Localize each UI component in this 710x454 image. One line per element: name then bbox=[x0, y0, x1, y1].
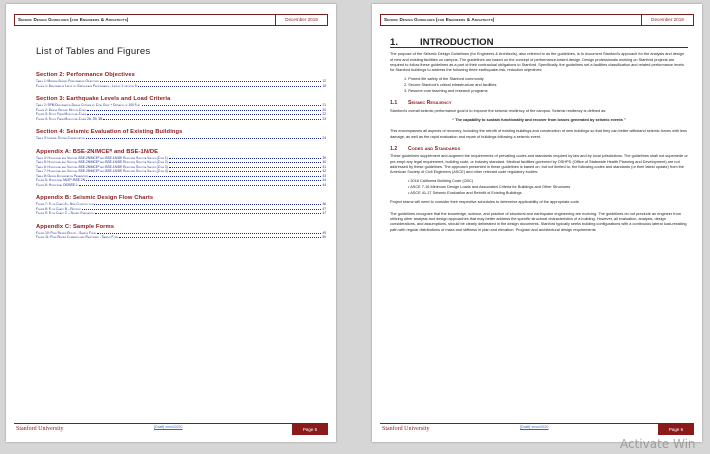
resiliency-paragraph: Stanford's overall seismic performance goal is to improve the seismic resiliency of the campus. Seismic resiliency is defined as: bbox=[390, 108, 607, 113]
toc-section-heading: Section 2: Performance Objectives bbox=[36, 72, 135, 78]
toc-entry-page: 12 bbox=[322, 79, 326, 83]
toc-leader bbox=[100, 79, 322, 82]
toc-entry-page: 46 bbox=[322, 202, 326, 206]
section-heading bbox=[390, 147, 688, 152]
toc-entry[interactable] bbox=[36, 183, 326, 188]
toc-entry-page: 24 bbox=[322, 136, 326, 140]
toc-entry-page: 47 bbox=[322, 211, 326, 215]
page-footer bbox=[380, 423, 694, 434]
toc-entry-label: Table 1: Minimum Seismic Performance Objectives bbox=[36, 79, 99, 83]
intro-paragraph: The purpose of the Seismic Design Guidelines (for Engineers & Architects), also referred to as the guidelines, is to document Stanford's approach for the analysis and design of new and existing facilities on campus. The guidelines are based on the concept of performance-based design. Design professionals working on Stanford projects are required to follow these guidelines as a part of their contractual obligations to Stanford. Specifically, the guidelines set a facilities classification and related performance levels for Stanford buildings to address the following three earthquake-risk, reduction objectives: bbox=[390, 52, 685, 73]
toc-section-heading: Appendix C: Sample Forms bbox=[36, 223, 115, 230]
toc-leader bbox=[87, 112, 321, 115]
toc-entry[interactable] bbox=[36, 211, 326, 216]
toc-leader bbox=[138, 84, 322, 87]
code-item: • 2016 California Building Code (CBC) bbox=[408, 179, 474, 184]
toc-section-heading: Appendix A: BSE-2N/MCEᴿ and BSE-1N/DE bbox=[36, 148, 159, 155]
toc-entry-page: 43 bbox=[322, 173, 326, 178]
toc-entry-label: Figure 2: Design Ground Motion Zones bbox=[36, 107, 87, 112]
toc-leader bbox=[95, 211, 322, 214]
recovery-paragraph: This encompasses all aspects of recovery, including the retrofit of existing buildings and construction of new buildings so that they can better withstand seismic forces with less damage, as well as the rapid evaluation and repair of buildings following a seismic event. bbox=[390, 129, 687, 139]
header-title: Seismic Design Guidelines (for Engineers & Architects) bbox=[384, 17, 495, 22]
code-item: • ASCE 7-16 Minimum Design Loads and Associated Criteria for Buildings and Other Structures bbox=[408, 185, 571, 190]
toc-section-heading: Section 3: Earthquake Levels and Load Criteria bbox=[36, 96, 171, 102]
objectives-list bbox=[404, 76, 688, 94]
toc-leader bbox=[89, 174, 321, 177]
page-number: Page 5 bbox=[292, 424, 328, 435]
toc-entry-label: Table 3: Lateral System Classification bbox=[36, 136, 85, 140]
toc-entry-page: 22 bbox=[322, 112, 326, 116]
chapter-heading bbox=[390, 37, 688, 48]
toc-entry-page: 44 bbox=[322, 178, 326, 182]
toc-entry-page: 39 bbox=[322, 155, 326, 160]
toc-entry-label: Figure 3: Stock Farm Monocline Zones bbox=[36, 112, 87, 116]
toc-entry-page: 41 bbox=[322, 164, 326, 169]
toc-entry-label: Figure 4: Stock Farm Monocline Zones 2A, 2B, 3B bbox=[36, 116, 103, 121]
toc-entry-label: Figure 1: Deformation Limits vs. Earthquake Performance - Levels 1 through 5 bbox=[36, 83, 137, 88]
toc-title: List of Tables and Figures bbox=[36, 46, 151, 57]
toc-entry-page: 40 bbox=[322, 160, 326, 164]
page-footer bbox=[14, 423, 328, 434]
toc-leader bbox=[86, 136, 322, 139]
toc-entry[interactable] bbox=[36, 84, 326, 89]
page-header bbox=[380, 14, 694, 26]
toc-entry-label: Table 7: Horizontal and Vertical BSE-2N/MCEᴿ and BSE-1N/DE Response Spectra Values (Zone 4) bbox=[36, 169, 168, 173]
guidelines-paragraph: The guidelines recognize that the knowledge, science, and practice of structural and earthquake engineering are evolving. The guidelines do not preclude an engineer from utilizing other analysis and design approaches that may better address the specific structural characteristics of a building. However, all evaluation, analysis, design considerations, and assumptions, should be clearly delineated in the design documents. Stanford typically seeks building configurations with a continuous lateral load-resisting path with regular distributions of mass and stiffness in plan and elevation. Program and architectural design requirements bbox=[390, 211, 687, 232]
footer-org: Stanford University bbox=[16, 426, 64, 432]
teams-paragraph: Project teams will need to consider their respective schedules to determine applicability of the appropriate code. bbox=[390, 200, 580, 205]
toc-list bbox=[36, 66, 326, 240]
toc-entry-label: Figure 8: Flow Chart B – Retrofit bbox=[36, 206, 82, 211]
header-date: December 2019 bbox=[275, 15, 327, 25]
toc-entry-page: 47 bbox=[322, 206, 326, 211]
section-heading bbox=[390, 101, 688, 106]
toc-entry-label: Figure 7: Flow Chart A – New Construction bbox=[36, 202, 94, 206]
footer-draft: [Draft] xxxx/2020 bbox=[154, 425, 183, 429]
toc-entry-label: Figure 5: Horizontal MCEᴿ /BSE-2N bbox=[36, 178, 86, 182]
section-title: Codes and Standards bbox=[408, 145, 461, 152]
codes-list bbox=[408, 178, 688, 196]
toc-entry-label: Table 2: SPM Deformation Design Criteria by Zone Over + Distance of 100 Feet bbox=[36, 103, 141, 107]
toc-entry-label: Table 5: Horizontal and Vertical BSE-2N/MCEᴿ and BSE-1N/DE Response Spectra Values (Zone 2) bbox=[36, 160, 168, 164]
toc-leader bbox=[169, 169, 322, 172]
section-title: Seismic Resiliency bbox=[408, 100, 452, 107]
toc-leader bbox=[79, 183, 322, 186]
section-number: 1.1 bbox=[390, 100, 398, 107]
resiliency-quote: “ The capability to sustain functionality and recover from losses generated by seismic events ” bbox=[452, 118, 626, 123]
toc-leader bbox=[94, 202, 321, 205]
toc-leader bbox=[86, 178, 321, 181]
footer-org: Stanford University bbox=[382, 426, 430, 432]
codes-paragraph: These guidelines supplement and augment the requirements of prevailing codes and standards required by law and by local jurisdictions. The guidelines shall not supersede or pre-empt any legal requirement, building code, or industry standard. Medical facilities governed by OSHPD (Office of Statewide Health Planning and Development) are not addressed by these guidelines. The approach presented in these guidelines is based on, but not limited to, the following codes and standards (or their latest update) from the American Society of Civil Engineers (ASCE) and other relevant code regulatory bodies: bbox=[390, 154, 688, 175]
objective-item: 3. Resume core teaching and research programs bbox=[404, 89, 488, 94]
section-number: 1.2 bbox=[390, 145, 398, 152]
toc-leader bbox=[103, 117, 321, 120]
toc-entry-page: 42 bbox=[322, 169, 326, 173]
toc-entry-label: Figure 9: Flow Chart C – Seismic Evaluation bbox=[36, 211, 94, 215]
toc-entry-label: Table 8: Design Acceleration Parameters bbox=[36, 173, 89, 178]
toc-entry-page: 44 bbox=[322, 182, 326, 187]
toc-entry-page: 20 bbox=[322, 107, 326, 112]
toc-entry-label: Figure 11: Peer Review Comments and Responses - Sample Form bbox=[36, 235, 119, 239]
toc-leader bbox=[169, 160, 322, 163]
toc-entry[interactable] bbox=[36, 235, 326, 240]
toc-leader bbox=[169, 165, 322, 168]
activation-watermark: Activate Win bbox=[620, 437, 696, 451]
toc-entry-page: 50 bbox=[322, 235, 326, 239]
objective-item: 2. Secure Stanford's critical infrastructure and facilities bbox=[404, 83, 497, 88]
toc-entry-page: 21 bbox=[322, 103, 326, 107]
page-number: Page 6 bbox=[658, 424, 694, 435]
toc-entry[interactable] bbox=[36, 117, 326, 122]
header-date: December 2019 bbox=[641, 15, 693, 25]
toc-entry-page: 49 bbox=[322, 230, 326, 235]
header-title: Seismic Design Guidelines (for Engineers & Architects) bbox=[18, 17, 129, 22]
toc-entry-label: Figure 6: Horizontal DE/BSE-1 bbox=[36, 182, 78, 187]
chapter-number: 1. bbox=[390, 37, 399, 48]
toc-leader bbox=[142, 103, 322, 106]
chapter-title: INTRODUCTION bbox=[420, 37, 494, 48]
footer-draft: [Draft] xxxx/2020 bbox=[520, 425, 549, 429]
toc-entry-label: Table 6: Horizontal and Vertical BSE-2N/MCEᴿ and BSE-1N/DE Response Spectra Values (Zone 3) bbox=[36, 164, 168, 169]
toc-entry-label: Table 4: Horizontal and Vertical BSE-2N/MCEᴿ and BSE-1N/DE Response Spectra Values (Zone 1) bbox=[36, 155, 168, 160]
toc-entry-label: Figure 10: Peer Review Report - Sample Form bbox=[36, 230, 96, 235]
toc-leader bbox=[87, 108, 321, 111]
toc-entry-page: 16 bbox=[322, 83, 326, 88]
page-header bbox=[14, 14, 328, 26]
toc-leader bbox=[169, 156, 322, 159]
toc-section-heading: Appendix B: Seismic Design Flow Charts bbox=[36, 195, 154, 201]
intro-body bbox=[390, 37, 688, 236]
toc-section-heading: Section 4: Seismic Evaluation of Existing Buildings bbox=[36, 129, 183, 135]
intro-page bbox=[372, 4, 702, 442]
toc-leader bbox=[82, 207, 321, 210]
toc-leader bbox=[119, 235, 321, 238]
toc-entry[interactable] bbox=[36, 136, 326, 141]
toc-page bbox=[6, 4, 336, 442]
objective-item: 1. Protect life safety of the Stanford community bbox=[404, 77, 484, 82]
toc-entry-page: 23 bbox=[322, 116, 326, 121]
toc-leader bbox=[97, 231, 322, 234]
code-item: • ASCE 41-17 Seismic Evaluation and Retrofit of Existing Buildings bbox=[408, 191, 522, 196]
